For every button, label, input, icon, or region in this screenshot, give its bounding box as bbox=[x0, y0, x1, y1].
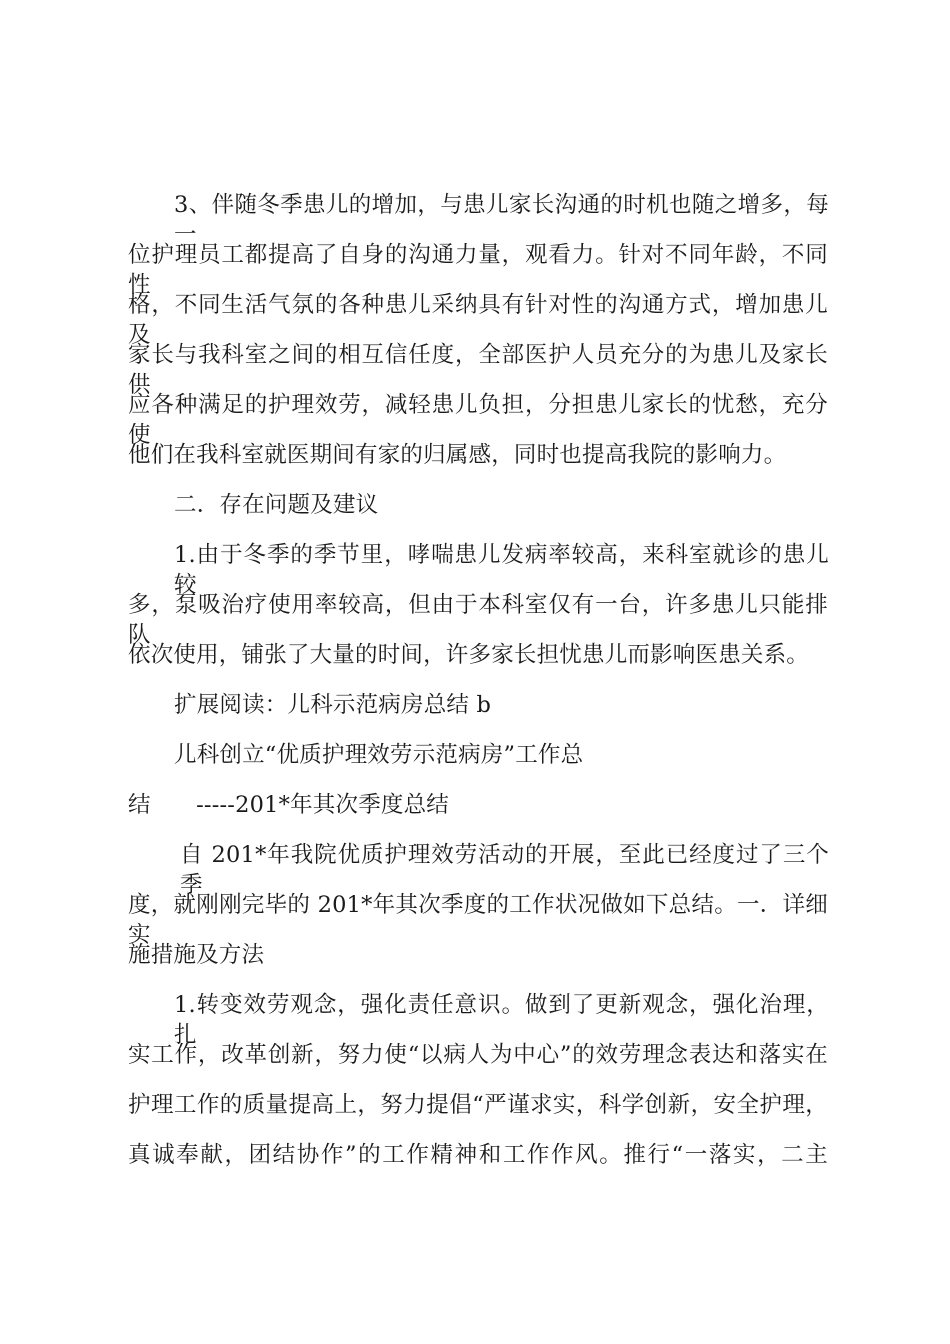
paragraph-line: 1.转变效劳观念，强化责任意识。做到了更新观念，强化治理，扎 bbox=[174, 992, 829, 1048]
paragraph-line: 依次使用，铺张了大量的时间，许多家长担忧患儿而影响医患关系。 bbox=[128, 642, 810, 668]
paragraph-line: 护理工作的质量提高上，努力提倡“严谨求实，科学创新，安全护理， bbox=[128, 1092, 828, 1118]
extended-reading-label: 扩展阅读：儿科示范病房总结 b bbox=[174, 692, 492, 718]
paragraph-line: 多，泵吸治疗使用率较高，但由于本科室仅有一台，许多患儿只能排队 bbox=[128, 592, 828, 648]
document-title: 儿科创立“优质护理效劳示范病房”工作总 bbox=[174, 742, 584, 768]
paragraph-line: 度，就刚刚完毕的 201*年其次季度的工作状况做如下总结。一．详细实 bbox=[128, 892, 828, 948]
paragraph-line: 位护理员工都提高了自身的沟通力量，观看力。针对不同年龄，不同性 bbox=[128, 242, 828, 298]
section-heading: 二．存在问题及建议 bbox=[174, 492, 379, 518]
paragraph-line: 格，不同生活气氛的各种患儿采纳具有针对性的沟通方式，增加患儿及 bbox=[128, 292, 828, 348]
paragraph-line: 3、伴随冬季患儿的增加，与患儿家长沟通的时机也随之增多，每一 bbox=[174, 192, 829, 248]
document-subtitle: 结 -----201*年其次季度总结 bbox=[128, 792, 450, 818]
paragraph-line: 施措施及方法 bbox=[128, 942, 265, 968]
paragraph-line: 真诚奉献，团结协作”的工作精神和工作作风。推行“一落实，二主 bbox=[128, 1142, 828, 1168]
paragraph-line: 应各种满足的护理效劳，减轻患儿负担，分担患儿家长的忧愁，充分使 bbox=[128, 392, 828, 448]
paragraph-line: 1.由于冬季的季节里，哮喘患儿发病率较高，来科室就诊的患儿较 bbox=[174, 542, 829, 598]
paragraph-line: 他们在我科室就医期间有家的归属感，同时也提高我院的影响力。 bbox=[128, 442, 787, 468]
paragraph-line: 自 201*年我院优质护理效劳活动的开展，至此已经度过了三个季 bbox=[180, 842, 829, 898]
paragraph-line: 家长与我科室之间的相互信任度，全部医护人员充分的为患儿及家长供 bbox=[128, 342, 828, 398]
paragraph-line: 实工作，改革创新，努力使“以病人为中心”的效劳理念表达和落实在 bbox=[128, 1042, 828, 1068]
